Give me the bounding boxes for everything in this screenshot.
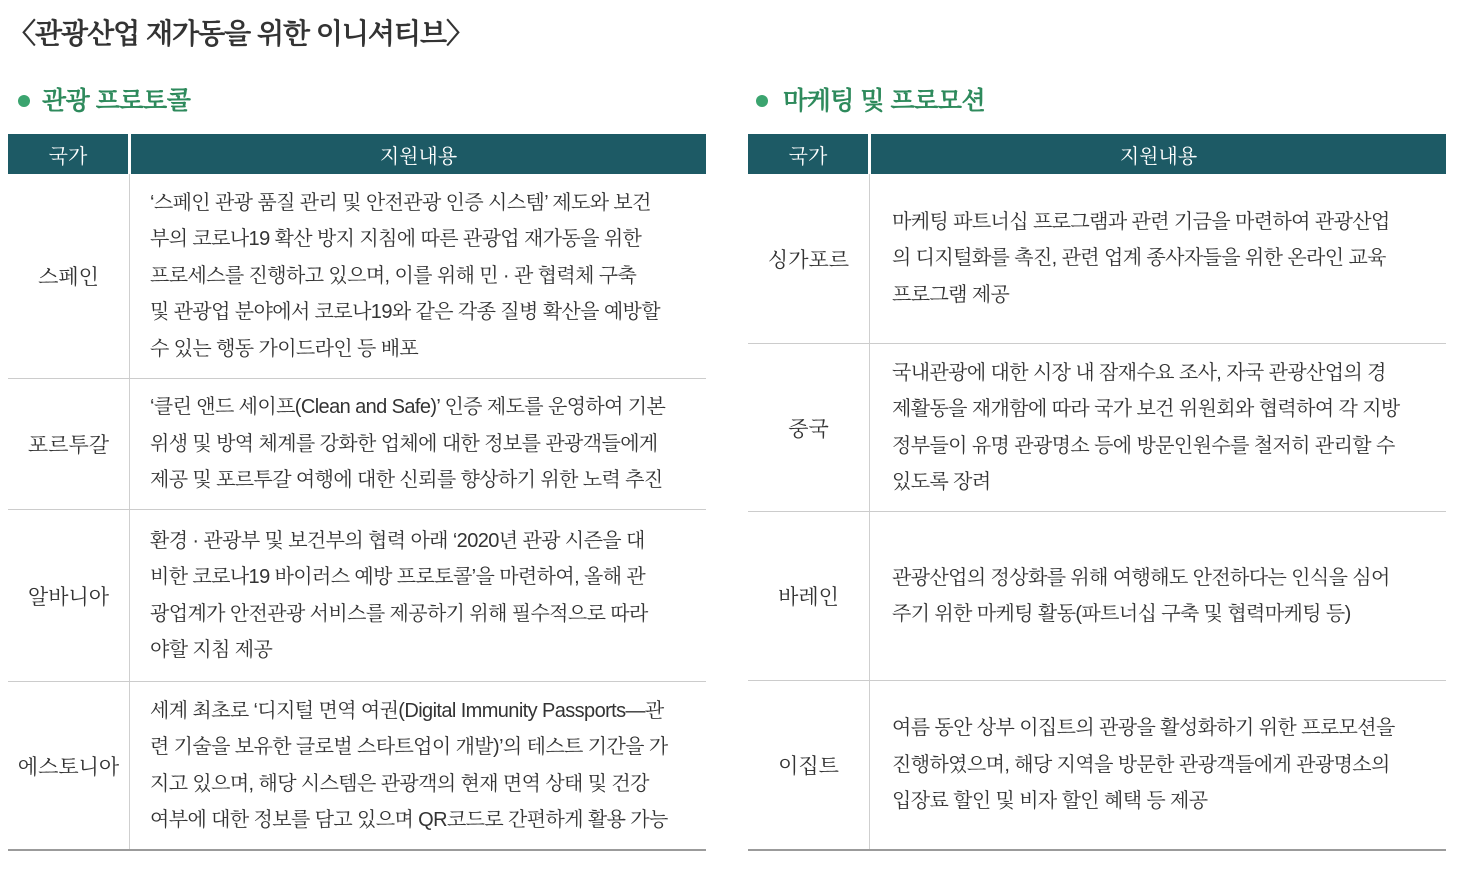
country-cell: 이집트 bbox=[748, 681, 870, 849]
page-title: 〈관광산업 재가동을 위한 이니셔티브〉 bbox=[8, 18, 474, 49]
content-cell bbox=[130, 174, 706, 378]
country-cell: 스페인 bbox=[8, 174, 130, 378]
table-row bbox=[748, 344, 1446, 512]
section-tourism-protocol bbox=[8, 84, 706, 851]
content-line: 주기 위한 마케팅 활동(파트너십 구축 및 협력마케팅 등) bbox=[892, 603, 1351, 625]
content-line: 환경 · 관광부 및 보건부의 협력 아래 ‘2020년 관광 시즌을 대 bbox=[150, 529, 645, 552]
content-cell bbox=[870, 681, 1446, 849]
content-cell bbox=[130, 510, 706, 681]
country-cell: 바레인 bbox=[748, 512, 870, 680]
section-heading-label: 마케팅 및 프로모션 bbox=[783, 87, 986, 115]
content-line: 여름 동안 상부 이집트의 관광을 활성화하기 위한 프로모션을 bbox=[892, 717, 1395, 740]
country-cell: 에스토니아 bbox=[8, 682, 130, 849]
content-line: 마케팅 파트너십 프로그램과 관련 기금을 마련하여 관광산업 bbox=[892, 210, 1390, 233]
bullet-icon bbox=[18, 95, 30, 107]
content-line: 여부에 대한 정보를 담고 있으며 QR코드로 간편하게 활용 가능 bbox=[150, 809, 668, 831]
content-line: 야할 지침 제공 bbox=[150, 639, 273, 661]
table-row bbox=[748, 174, 1446, 344]
content-line: ‘클린 앤드 세이프(Clean and Safe)’ 인증 제도를 운영하여 기본 bbox=[150, 396, 666, 419]
section-heading bbox=[748, 84, 1446, 118]
content-line: ‘스페인 관광 품질 관리 및 안전관광 인증 시스템’ 제도와 보건 bbox=[150, 191, 651, 214]
header-country: 국가 bbox=[748, 134, 868, 174]
support-table bbox=[748, 134, 1446, 851]
bullet-icon bbox=[756, 95, 768, 107]
country-cell: 알바니아 bbox=[8, 510, 130, 681]
section-heading-label: 관광 프로토콜 bbox=[42, 87, 191, 115]
content-line: 및 관광업 분야에서 코로나19와 같은 각종 질병 확산을 예방할 bbox=[150, 301, 660, 324]
content-line: 세계 최초로 ‘디지털 면역 여권(Digital Immunity Passports—관 bbox=[150, 699, 664, 722]
content-line: 진행하였으며, 해당 지역을 방문한 관광객들에게 관광명소의 bbox=[892, 753, 1390, 776]
header-country: 국가 bbox=[8, 134, 128, 174]
content-line: 관광산업의 정상화를 위해 여행해도 안전하다는 인식을 심어 bbox=[892, 566, 1390, 589]
section-marketing-promotion bbox=[748, 84, 1446, 851]
content-cell bbox=[870, 344, 1446, 511]
header-content: 지원내용 bbox=[871, 134, 1446, 174]
content-line: 부의 코로나19 확산 방지 지침에 따른 관광업 재가동을 위한 bbox=[150, 228, 642, 251]
content-line: 련 기술을 보유한 글로벌 스타트업이 개발)’의 테스트 기간을 가 bbox=[150, 736, 668, 758]
table-header bbox=[8, 134, 706, 174]
header-content: 지원내용 bbox=[131, 134, 706, 174]
content-cell bbox=[130, 682, 706, 849]
content-line: 수 있는 행동 가이드라인 등 배포 bbox=[150, 337, 419, 360]
content-line: 제공 및 포르투갈 여행에 대한 신뢰를 향상하기 위한 노력 추진 bbox=[150, 469, 663, 492]
content-line: 위생 및 방역 체계를 강화한 업체에 대한 정보를 관광객들에게 bbox=[150, 432, 658, 455]
content-cell bbox=[130, 379, 706, 509]
table-row bbox=[8, 510, 706, 682]
content-line: 프로세스를 진행하고 있으며, 이를 위해 민 · 관 협력체 구축 bbox=[150, 264, 637, 287]
content-line: 비한 코로나19 바이러스 예방 프로토콜’을 마련하여, 올해 관 bbox=[150, 566, 646, 588]
content-line: 입장료 할인 및 비자 할인 혜택 등 제공 bbox=[892, 790, 1208, 813]
content-cell bbox=[870, 512, 1446, 680]
country-cell: 싱가포르 bbox=[748, 174, 870, 343]
table-row bbox=[748, 681, 1446, 849]
content-line: 정부들이 유명 관광명소 등에 방문인원수를 철저히 관리할 수 bbox=[892, 434, 1395, 457]
table-row bbox=[748, 512, 1446, 681]
table-row bbox=[8, 174, 706, 379]
support-table bbox=[8, 134, 706, 851]
content-cell bbox=[870, 174, 1446, 343]
content-line: 국내관광에 대한 시장 내 잠재수요 조사, 자국 관광산업의 경 bbox=[892, 361, 1386, 384]
section-heading bbox=[8, 84, 706, 118]
country-cell: 중국 bbox=[748, 344, 870, 511]
table-header bbox=[748, 134, 1446, 174]
content-line: 제활동을 재개함에 따라 국가 보건 위원회와 협력하여 각 지방 bbox=[892, 398, 1400, 420]
content-line: 지고 있으며, 해당 시스템은 관광객의 현재 면역 상태 및 건강 bbox=[150, 772, 649, 795]
content-line: 프로그램 제공 bbox=[892, 283, 1010, 306]
content-line: 광업계가 안전관광 서비스를 제공하기 위해 필수적으로 따라 bbox=[150, 602, 648, 625]
content-line: 있도록 장려 bbox=[892, 471, 991, 493]
table-row bbox=[8, 682, 706, 849]
content-line: 의 디지털화를 촉진, 관련 업계 종사자들을 위한 온라인 교육 bbox=[892, 247, 1386, 270]
table-row bbox=[8, 379, 706, 510]
country-cell: 포르투갈 bbox=[8, 379, 130, 509]
